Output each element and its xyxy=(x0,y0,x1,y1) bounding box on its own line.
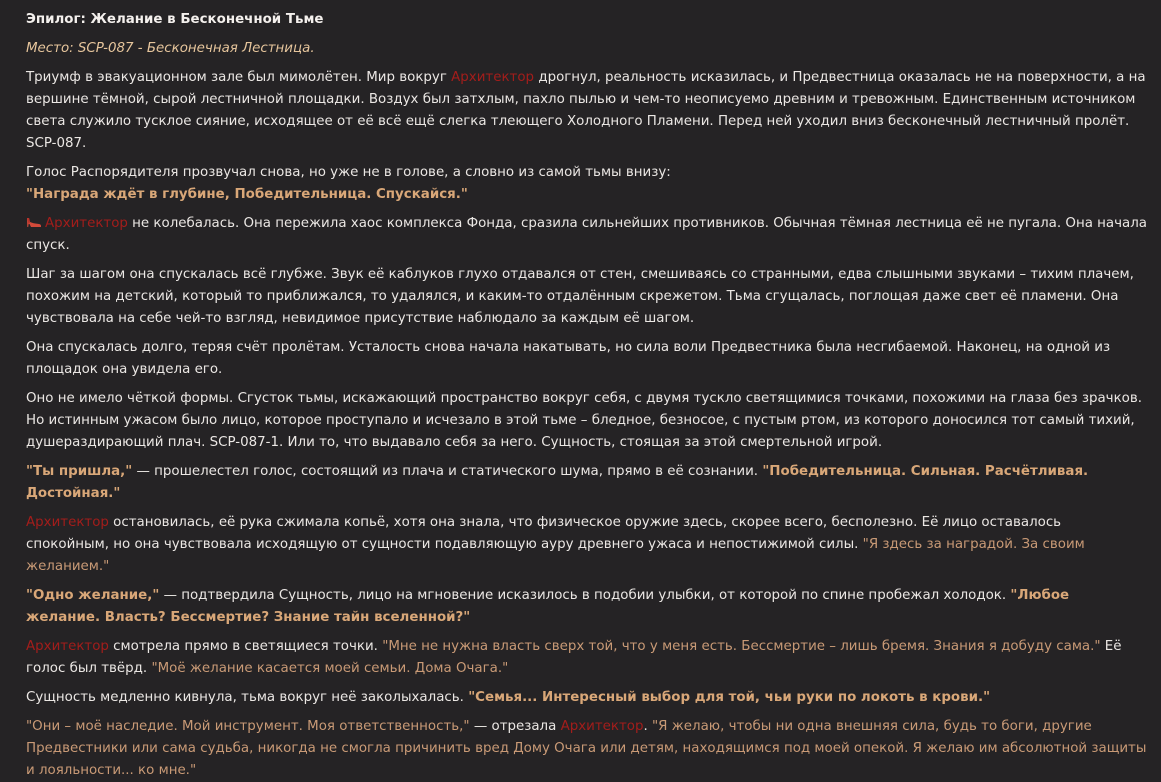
paragraph-text: . xyxy=(643,719,653,734)
paragraph-7 xyxy=(26,461,1147,505)
character-name: Архитектор xyxy=(560,719,644,734)
high-heel-icon xyxy=(26,214,42,226)
paragraph-text: Сущность медленно кивнула, тьма вокруг неё заколыхалась. xyxy=(26,690,469,705)
speech-quote: "Победительница. Сильная. Расчётливая. Достойная." xyxy=(26,464,1089,501)
paragraph-text: дрогнул, реальность исказилась, и Предвестница оказалась не на поверхности, а на вершине тёмной, сырой лестничной площадки. Воздух был затхлым, пахло пылью и чем-то неописуемо древним и тревожным. Единственным источником света служило тусклое сияние, исходящее от её всё ещё слегка тлеющего Холодного Пламени. Перед ней уходил вниз бесконечный лестничный пролёт. SCP-087. xyxy=(26,70,1146,151)
paragraph-9 xyxy=(26,585,1147,629)
paragraph-1 xyxy=(26,67,1147,155)
paragraph-8 xyxy=(26,512,1147,578)
paragraph-text: остановилась, её рука сжимала копьё, хотя она знала, что физическое оружие здесь, скорее всего, бесполезно. Её лицо оставалось спокойным, но она чувствовала исходящую от сущности подавляющую ауру древнего ужаса и непостижимой силы. xyxy=(26,515,1062,552)
character-name: Архитектор xyxy=(26,515,109,530)
paragraph-text: Триумф в эвакуационном зале был мимолётен. Мир вокруг xyxy=(26,70,452,85)
paragraph-4: Шаг за шагом она спускалась всё глубже. Звук её каблуков глухо отдавался от стен, смешиваясь со странными, едва слышными звуками – тихим плачем, похожим на детский, который то приближался, то удалялся, и каким-то отдалённым скрежетом. Тьма сгущалась, поглощая даже свет её пламени. Она чувствовала на себе чей-то взгляд, невидимое присутствие наблюдало за каждым её шагом. xyxy=(26,267,1134,326)
paragraph-text: Голос Распорядителя прозвучал снова, но уже не в голове, а словно из самой тьмы внизу: xyxy=(26,165,671,180)
paragraph-6: Оно не имело чёткой формы. Сгусток тьмы, искажающий пространство вокруг себя, с двумя тускло светящимися точками, похожими на глаза без зрачков. Но истинным ужасом было лицо, которое проступало и исчезало в этой тьме – бледное, безносое, с пустым ртом, из которого доносился тот самый тихий, душераздирающий плач. SCP-087-1. Или то, что выдавало себя за него. Сущность, стоящая за этой смертельной игрой. xyxy=(26,391,1142,450)
speech-quote: "Ты пришла," xyxy=(26,464,133,479)
speech-quote: "Семья... Интересный выбор для той, чьи руки по локоть в крови." xyxy=(468,690,991,705)
speech-quote: "Одно желание," xyxy=(26,588,160,603)
paragraph-text: не колебалась. Она пережила хаос комплекса Фонда, сразила сильнейших противников. Обычная тёмная лестница её не пугала. Она начала спуск. xyxy=(26,216,1148,253)
paragraph-2 xyxy=(26,162,1147,206)
paragraph-text: — прошелестел голос, состоящий из плача и статического шума, прямо в её сознании. xyxy=(132,464,763,479)
paragraph-text: Её голос был твёрд. xyxy=(26,639,1122,676)
paragraph-11 xyxy=(26,687,1147,709)
speech-quote: "Мне не нужна власть сверх той, что у меня есть. Бессмертие – лишь бремя. Знания я добуду сама." xyxy=(382,639,1101,654)
speech-quote: "Награда ждёт в глубине, Победительница. Спускайся." xyxy=(26,187,468,202)
speech-quote: "Я желаю, чтобы ни одна внешняя сила, будь то боги, другие Предвестники или сама судьба, никогда не смогла причинить вред Дому Очага или детям, находящимся под моей опекой. Я желаю им абсолютной защиты и лояльности... ко мне." xyxy=(26,719,1147,778)
paragraph-12 xyxy=(26,716,1147,782)
speech-quote: "Моё желание касается моей семьи. Дома Очага." xyxy=(151,661,509,676)
paragraph-10 xyxy=(26,636,1147,680)
speech-quote: "Любое желание. Власть? Бессмертие? Знание тайн вселенной?" xyxy=(26,588,1070,625)
paragraph-5: Она спускалась долго, теряя счёт пролётам. Усталость снова начала накатывать, но сила воли Предвестника была несгибаемой. Наконец, на одной из площадок она увидела его. xyxy=(26,340,1111,377)
character-name: Архитектор xyxy=(26,639,109,654)
paragraph-text: — отрезала xyxy=(469,719,561,734)
paragraph-3 xyxy=(26,213,1147,257)
speech-quote: "Они – моё наследие. Мой инструмент. Моя ответственность," xyxy=(26,719,470,734)
location-line: Место: SCP-087 - Бесконечная Лестница. xyxy=(26,41,315,56)
chapter-title: Эпилог: Желание в Бесконечной Тьме xyxy=(26,12,324,27)
paragraph-text: — подтвердила Сущность, лицо на мгновение исказилось в подобии улыбки, от которой по спине пробежал холодок. xyxy=(159,588,1011,603)
paragraph-text: смотрела прямо в светящиеся точки. xyxy=(108,639,383,654)
speech-quote: "Я здесь за наградой. За своим желанием." xyxy=(26,537,1085,574)
character-name: Архитектор xyxy=(45,216,128,231)
character-name: Архитектор xyxy=(451,70,535,85)
